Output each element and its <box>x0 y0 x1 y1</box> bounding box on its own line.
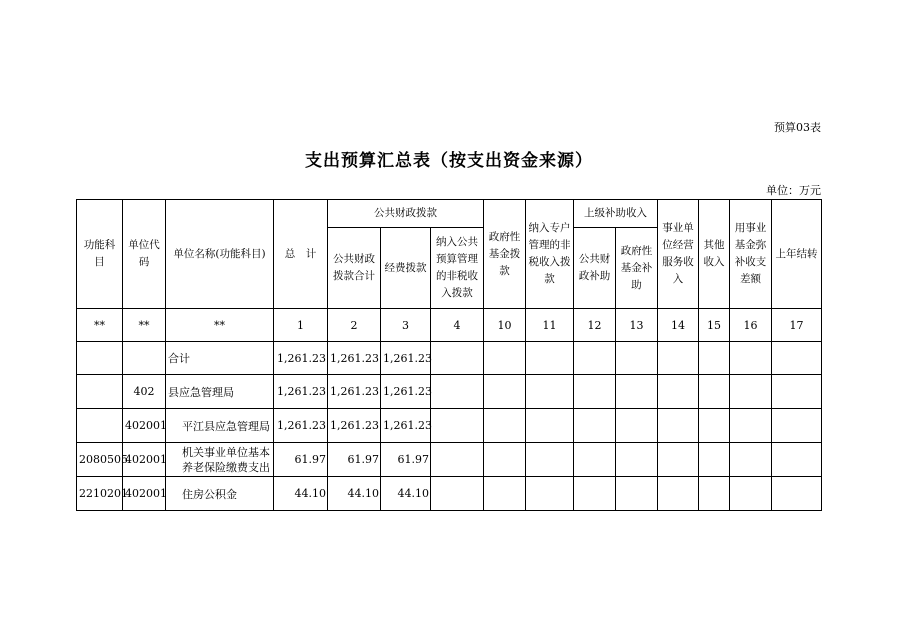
unit-code-cell: 402001 <box>123 477 166 511</box>
index-cell: 15 <box>699 309 730 342</box>
public-fiscal-total-cell: 1,261.23 <box>328 342 381 375</box>
index-cell: ** <box>123 309 166 342</box>
table-row <box>77 443 822 477</box>
header-fund-offset: 用事业基金弥补收支差额 <box>730 200 772 309</box>
header-gov-fund: 政府性基金拨款 <box>484 200 526 309</box>
header-total: 总 计 <box>274 200 328 309</box>
public-fiscal-total-cell: 61.97 <box>328 443 381 477</box>
unit-code-cell: 402001 <box>123 409 166 443</box>
header-non-tax: 纳入公共预算管理的非税收入拨款 <box>431 228 484 309</box>
budget-table <box>76 199 822 511</box>
total-cell: 44.10 <box>274 477 328 511</box>
header-unit-code: 单位代码 <box>123 200 166 309</box>
unit-name-cell: 住房公积金 <box>166 477 274 511</box>
index-cell: 11 <box>526 309 574 342</box>
header-func-code: 功能科目 <box>77 200 123 309</box>
func-code-cell <box>77 375 123 409</box>
header-special-non-tax: 纳入专户管理的非税收入拨款 <box>526 200 574 309</box>
index-cell: ** <box>166 309 274 342</box>
total-cell: 1,261.23 <box>274 342 328 375</box>
index-cell: 1 <box>274 309 328 342</box>
header-public-fiscal: 公共财政拨款 <box>328 200 484 228</box>
funding-cell: 1,261.23 <box>381 409 431 443</box>
index-row <box>77 309 822 342</box>
index-cell: 3 <box>381 309 431 342</box>
func-code-cell <box>77 342 123 375</box>
total-cell: 1,261.23 <box>274 375 328 409</box>
index-cell: ** <box>77 309 123 342</box>
unit-name-cell: 县应急管理局 <box>166 375 274 409</box>
table-row <box>77 477 822 511</box>
total-cell: 61.97 <box>274 443 328 477</box>
table-row <box>77 342 822 375</box>
func-code-cell <box>77 409 123 443</box>
header-public-fiscal-subsidy: 公共财政补助 <box>574 228 616 309</box>
header-funding: 经费拨款 <box>381 228 431 309</box>
index-cell: 16 <box>730 309 772 342</box>
header-other-income: 其他收入 <box>699 200 730 309</box>
unit-code-cell: 402 <box>123 375 166 409</box>
form-code: 预算03表 <box>774 121 821 134</box>
unit-code-cell <box>123 342 166 375</box>
header-superior-subsidy: 上级补助收入 <box>574 200 658 228</box>
table-row <box>77 375 822 409</box>
header-public-fiscal-total: 公共财政拨款合计 <box>328 228 381 309</box>
index-cell: 17 <box>772 309 822 342</box>
table-row <box>77 409 822 443</box>
index-cell: 10 <box>484 309 526 342</box>
header-carry-over: 上年结转 <box>772 200 822 309</box>
page-title: 支出预算汇总表（按支出资金来源） <box>305 151 593 171</box>
header-gov-fund-subsidy: 政府性基金补助 <box>616 228 658 309</box>
func-code-cell: 2080505 <box>77 443 123 477</box>
index-cell: 12 <box>574 309 616 342</box>
func-code-cell: 2210201 <box>77 477 123 511</box>
unit-label: 单位：万元 <box>766 184 821 197</box>
unit-name-cell: 机关事业单位基本养老保险缴费支出 <box>166 443 274 477</box>
funding-cell: 44.10 <box>381 477 431 511</box>
public-fiscal-total-cell: 1,261.23 <box>328 375 381 409</box>
unit-code-cell: 402001 <box>123 443 166 477</box>
header-business-income: 事业单位经营服务收入 <box>658 200 699 309</box>
index-cell: 4 <box>431 309 484 342</box>
header-unit-name: 单位名称(功能科目) <box>166 200 274 309</box>
index-cell: 14 <box>658 309 699 342</box>
unit-name-cell: 平江县应急管理局 <box>166 409 274 443</box>
public-fiscal-total-cell: 1,261.23 <box>328 409 381 443</box>
unit-name-cell: 合计 <box>166 342 274 375</box>
funding-cell: 1,261.23 <box>381 375 431 409</box>
public-fiscal-total-cell: 44.10 <box>328 477 381 511</box>
funding-cell: 61.97 <box>381 443 431 477</box>
index-cell: 2 <box>328 309 381 342</box>
index-cell: 13 <box>616 309 658 342</box>
funding-cell: 1,261.23 <box>381 342 431 375</box>
total-cell: 1,261.23 <box>274 409 328 443</box>
